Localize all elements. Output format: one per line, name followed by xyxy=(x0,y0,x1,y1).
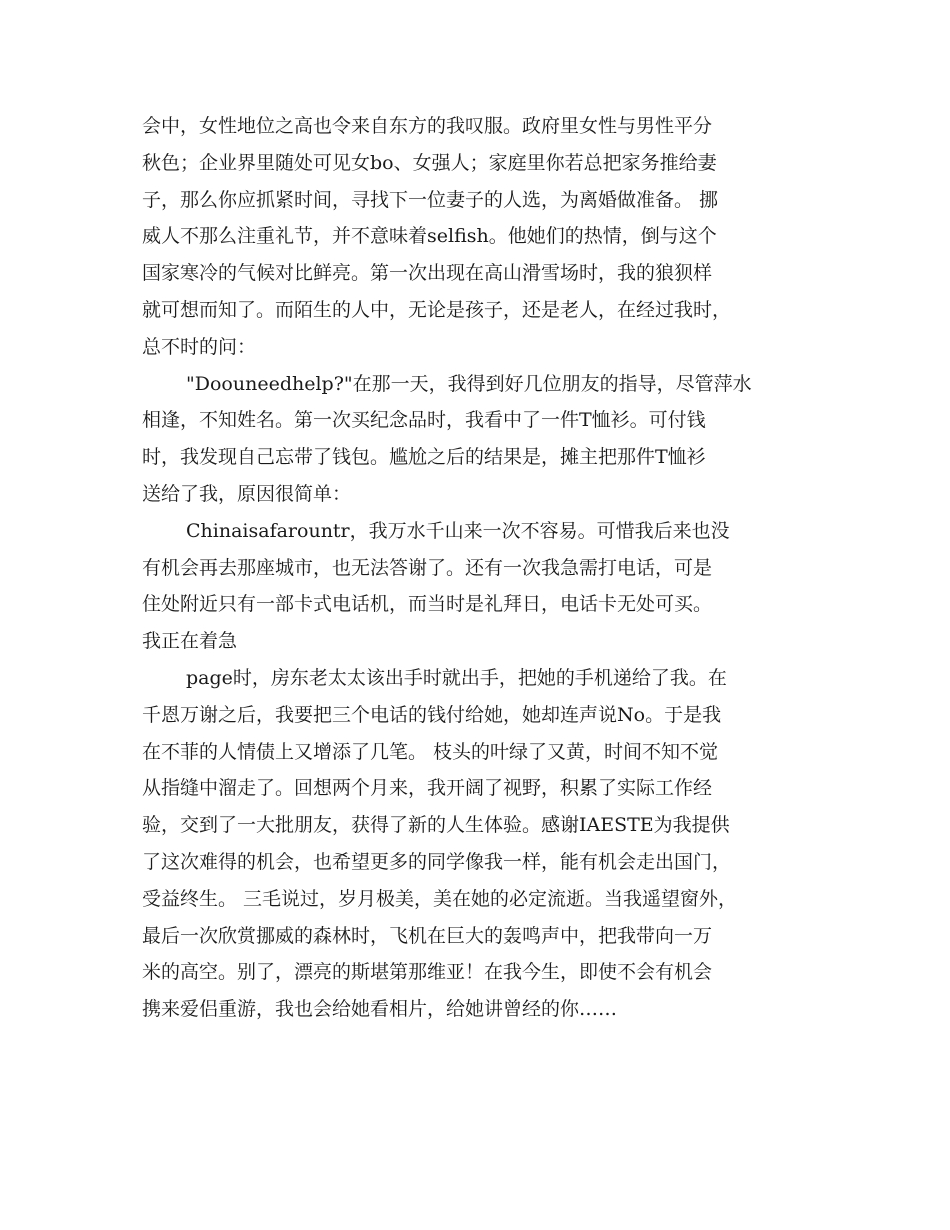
text-line: 验，交到了一大批朋友，获得了新的人生体验。感谢IAESTE为我提供 xyxy=(142,814,730,837)
text-line: 了这次难得的机会，也希望更多的同学像我一样，能有机会走出国门， xyxy=(142,850,732,873)
text-line: 威人不那么注重礼节，并不意味着selfish。他她们的热情，倒与这个 xyxy=(142,225,717,248)
text-line-first: "Doouneedhelp?"在那一天，我得到好几位朋友的指导，尽管萍水 xyxy=(186,372,752,395)
text-line: 相逢，不知姓名。第一次买纪念品时，我看中了一件T恤衫。可付钱 xyxy=(142,409,706,432)
paragraph-1 xyxy=(142,108,822,366)
text-line-first: page时，房东老太太该出手时就出手，把她的手机递给了我。在 xyxy=(186,666,727,689)
text-line: 就可想而知了。而陌生的人中，无论是孩子，还是老人，在经过我时， xyxy=(142,298,732,321)
text-line: 总不时的问： xyxy=(142,335,257,358)
text-line: 携来爱侣重游，我也会给她看相片，给她讲曾经的你…… xyxy=(142,998,618,1021)
text-line: 米的高空。别了，漂亮的斯堪第那维亚！在我今生，即使不会有机会 xyxy=(142,961,713,984)
paragraph-4 xyxy=(142,660,822,1028)
text-line: 会中，女性地位之高也令来自东方的我叹服。政府里女性与男性平分 xyxy=(142,115,713,137)
text-line: 国家寒冷的气候对比鲜亮。第一次出现在高山滑雪场时，我的狼狈样 xyxy=(142,262,713,285)
text-line: 子，那么你应抓紧时间，寻找下一位妻子的人选，为离婚做准备。 挪 xyxy=(142,188,719,211)
paragraph-3 xyxy=(142,513,822,660)
text-line: 有机会再去那座城市，也无法答谢了。还有一次我急需打电话，可是 xyxy=(142,556,713,579)
text-line: 在不菲的人情债上又增添了几笔。 枝头的叶绿了又黄，时间不知不觉 xyxy=(142,740,719,763)
text-line-first: Chinaisafarountr，我万水千山来一次不容易。可惜我后来也没 xyxy=(186,519,730,542)
document-body xyxy=(142,108,822,1028)
text-line: 受益终生。 三毛说过，岁月极美，美在她的必定流逝。当我遥望窗外， xyxy=(142,887,738,910)
text-line: 我正在着急 xyxy=(142,630,238,653)
text-line: 时，我发现自己忘带了钱包。尴尬之后的结果是，摊主把那件T恤衫 xyxy=(142,446,706,469)
text-line: 住处附近只有一部卡式电话机，而当时是礼拜日，电话卡无处可买。 xyxy=(142,593,713,616)
text-line: 送给了我，原因很简单： xyxy=(142,482,352,505)
text-line: 千恩万谢之后，我要把三个电话的钱付给她，她却连声说No。于是我 xyxy=(142,703,722,726)
text-line: 秋色；企业界里随处可见女bo、女强人；家庭里你若总把家务推给妻 xyxy=(142,151,717,174)
paragraph-2 xyxy=(142,366,822,513)
text-line: 从指缝中溜走了。回想两个月来，我开阔了视野，积累了实际工作经 xyxy=(142,777,713,800)
text-line: 最后一次欣赏挪威的森林时，飞机在巨大的轰鸣声中，把我带向一万 xyxy=(142,924,713,947)
